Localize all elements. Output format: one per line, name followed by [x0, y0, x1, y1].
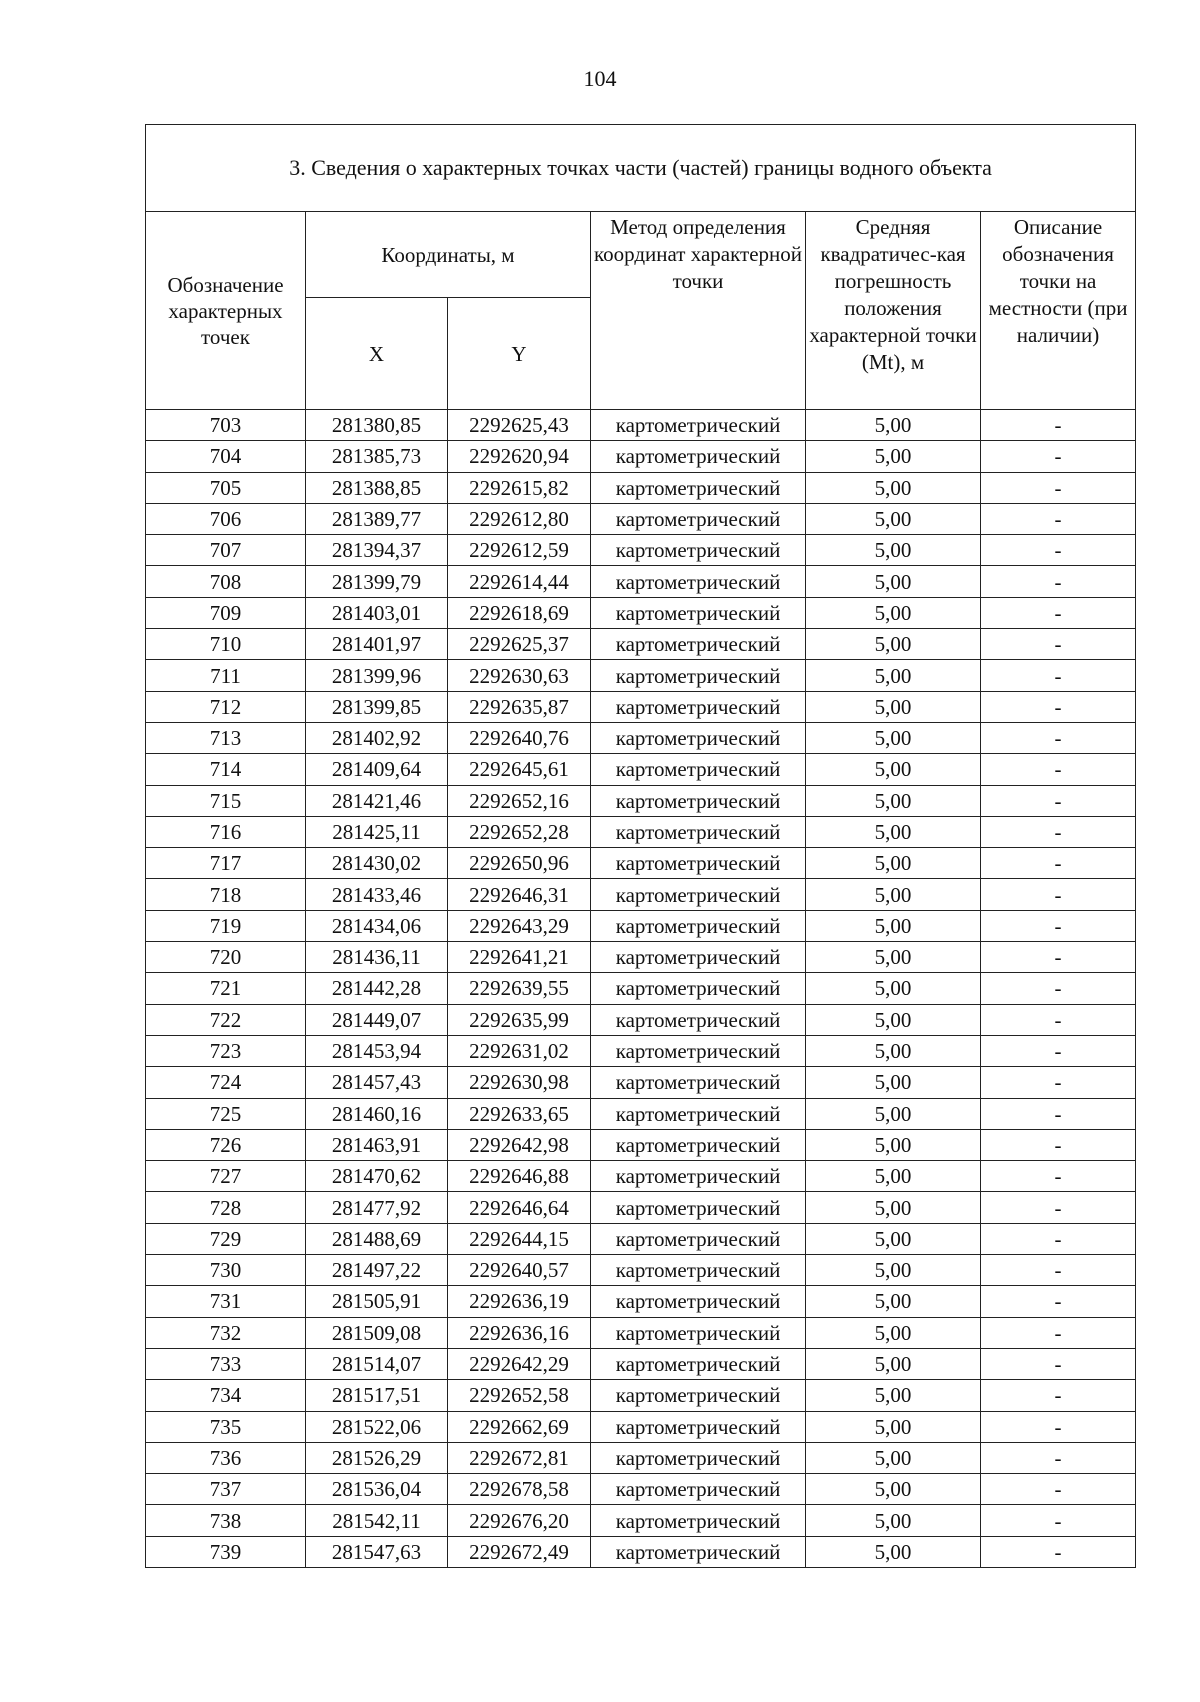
- table-row: [146, 1129, 1136, 1160]
- y-coordinate-cell: 2292652,58: [448, 1380, 591, 1411]
- error-cell: 5,00: [806, 629, 981, 660]
- x-coordinate-cell: 281436,11: [306, 942, 448, 973]
- point-id-cell: 726: [146, 1129, 306, 1160]
- description-cell: -: [981, 1004, 1136, 1035]
- description-cell: -: [981, 848, 1136, 879]
- x-coordinate-cell: 281457,43: [306, 1067, 448, 1098]
- point-id-cell: 708: [146, 566, 306, 597]
- method-cell: картометрический: [591, 754, 806, 785]
- description-cell: -: [981, 1192, 1136, 1223]
- error-cell: 5,00: [806, 597, 981, 628]
- point-id-cell: 727: [146, 1161, 306, 1192]
- method-cell: картометрический: [591, 1317, 806, 1348]
- x-coordinate-cell: 281402,92: [306, 722, 448, 753]
- description-cell: -: [981, 1129, 1136, 1160]
- method-cell: картометрический: [591, 1348, 806, 1379]
- table-row: [146, 441, 1136, 472]
- table-row: [146, 660, 1136, 691]
- y-coordinate-cell: 2292635,99: [448, 1004, 591, 1035]
- y-coordinate-cell: 2292645,61: [448, 754, 591, 785]
- point-id-cell: 731: [146, 1286, 306, 1317]
- point-id-cell: 729: [146, 1223, 306, 1254]
- table-row: [146, 1286, 1136, 1317]
- method-cell: картометрический: [591, 503, 806, 534]
- table-row: [146, 722, 1136, 753]
- table-row: [146, 1505, 1136, 1536]
- error-cell: 5,00: [806, 1442, 981, 1473]
- boundary-points-table: [145, 124, 1136, 1568]
- method-cell: картометрический: [591, 597, 806, 628]
- point-id-cell: 711: [146, 660, 306, 691]
- x-coordinate-cell: 281547,63: [306, 1536, 448, 1567]
- y-coordinate-cell: 2292625,37: [448, 629, 591, 660]
- description-cell: -: [981, 1536, 1136, 1567]
- table-row: [146, 1536, 1136, 1567]
- x-coordinate-cell: 281536,04: [306, 1474, 448, 1505]
- point-id-cell: 724: [146, 1067, 306, 1098]
- x-coordinate-cell: 281470,62: [306, 1161, 448, 1192]
- method-cell: картометрический: [591, 1192, 806, 1223]
- description-cell: -: [981, 691, 1136, 722]
- description-cell: -: [981, 503, 1136, 534]
- error-cell: 5,00: [806, 910, 981, 941]
- point-id-cell: 723: [146, 1035, 306, 1066]
- error-cell: 5,00: [806, 660, 981, 691]
- method-cell: картометрический: [591, 1442, 806, 1473]
- description-cell: -: [981, 1286, 1136, 1317]
- table-row: [146, 1067, 1136, 1098]
- point-id-cell: 734: [146, 1380, 306, 1411]
- error-cell: 5,00: [806, 472, 981, 503]
- method-cell: картометрический: [591, 629, 806, 660]
- error-cell: 5,00: [806, 1317, 981, 1348]
- method-cell: картометрический: [591, 785, 806, 816]
- method-cell: картометрический: [591, 816, 806, 847]
- y-coordinate-cell: 2292614,44: [448, 566, 591, 597]
- point-id-cell: 735: [146, 1411, 306, 1442]
- description-cell: -: [981, 660, 1136, 691]
- table-row: [146, 1098, 1136, 1129]
- method-cell: картометрический: [591, 410, 806, 441]
- error-cell: 5,00: [806, 1004, 981, 1035]
- table-row: [146, 816, 1136, 847]
- table-row: [146, 1442, 1136, 1473]
- x-coordinate-cell: 281401,97: [306, 629, 448, 660]
- y-coordinate-cell: 2292672,49: [448, 1536, 591, 1567]
- method-cell: картометрический: [591, 1505, 806, 1536]
- point-id-cell: 736: [146, 1442, 306, 1473]
- error-cell: 5,00: [806, 879, 981, 910]
- x-coordinate-cell: 281488,69: [306, 1223, 448, 1254]
- error-cell: 5,00: [806, 973, 981, 1004]
- description-cell: -: [981, 535, 1136, 566]
- table-row: [146, 1411, 1136, 1442]
- error-cell: 5,00: [806, 1411, 981, 1442]
- method-cell: картометрический: [591, 942, 806, 973]
- error-cell: 5,00: [806, 722, 981, 753]
- method-cell: картометрический: [591, 1536, 806, 1567]
- description-cell: -: [981, 785, 1136, 816]
- x-coordinate-cell: 281463,91: [306, 1129, 448, 1160]
- x-coordinate-cell: 281389,77: [306, 503, 448, 534]
- method-cell: картометрический: [591, 1474, 806, 1505]
- table-row: [146, 910, 1136, 941]
- error-cell: 5,00: [806, 1380, 981, 1411]
- table-row: [146, 472, 1136, 503]
- error-cell: 5,00: [806, 503, 981, 534]
- y-coordinate-cell: 2292672,81: [448, 1442, 591, 1473]
- method-cell: картометрический: [591, 848, 806, 879]
- page-number: 104: [583, 66, 617, 91]
- error-cell: 5,00: [806, 1255, 981, 1286]
- y-coordinate-cell: 2292678,58: [448, 1474, 591, 1505]
- description-cell: -: [981, 942, 1136, 973]
- error-cell: 5,00: [806, 848, 981, 879]
- method-cell: картометрический: [591, 691, 806, 722]
- table-body: [146, 410, 1136, 1568]
- point-id-cell: 710: [146, 629, 306, 660]
- x-coordinate-cell: 281453,94: [306, 1035, 448, 1066]
- point-id-cell: 712: [146, 691, 306, 722]
- point-id-cell: 738: [146, 1505, 306, 1536]
- table-row: [146, 566, 1136, 597]
- y-coordinate-cell: 2292639,55: [448, 973, 591, 1004]
- method-cell: картометрический: [591, 1098, 806, 1129]
- y-coordinate-cell: 2292646,31: [448, 879, 591, 910]
- y-coordinate-cell: 2292631,02: [448, 1035, 591, 1066]
- x-coordinate-cell: 281421,46: [306, 785, 448, 816]
- y-coordinate-cell: 2292612,59: [448, 535, 591, 566]
- x-coordinate-cell: 281514,07: [306, 1348, 448, 1379]
- point-id-cell: 733: [146, 1348, 306, 1379]
- method-cell: картометрический: [591, 1286, 806, 1317]
- table-row: [146, 597, 1136, 628]
- y-coordinate-cell: 2292641,21: [448, 942, 591, 973]
- x-coordinate-cell: 281433,46: [306, 879, 448, 910]
- point-id-cell: 709: [146, 597, 306, 628]
- table-row: [146, 942, 1136, 973]
- y-coordinate-cell: 2292643,29: [448, 910, 591, 941]
- table-row: [146, 1161, 1136, 1192]
- y-coordinate-cell: 2292636,16: [448, 1317, 591, 1348]
- error-cell: 5,00: [806, 1129, 981, 1160]
- y-coordinate-cell: 2292644,15: [448, 1223, 591, 1254]
- x-coordinate-cell: 281385,73: [306, 441, 448, 472]
- header-description: Описание обозначения точки на местности (при наличии): [981, 212, 1136, 410]
- x-coordinate-cell: 281517,51: [306, 1380, 448, 1411]
- description-cell: -: [981, 754, 1136, 785]
- method-cell: картометрический: [591, 722, 806, 753]
- description-cell: -: [981, 1505, 1136, 1536]
- table-row: [146, 691, 1136, 722]
- y-coordinate-cell: 2292652,16: [448, 785, 591, 816]
- method-cell: картометрический: [591, 1129, 806, 1160]
- error-cell: 5,00: [806, 535, 981, 566]
- table-row: [146, 1317, 1136, 1348]
- method-cell: картометрический: [591, 1161, 806, 1192]
- point-id-cell: 707: [146, 535, 306, 566]
- header-error: Средняя квадратичес-кая погрешность положения характерной точки (Mt), м: [806, 212, 981, 410]
- x-coordinate-cell: 281449,07: [306, 1004, 448, 1035]
- point-id-cell: 725: [146, 1098, 306, 1129]
- point-id-cell: 706: [146, 503, 306, 534]
- error-cell: 5,00: [806, 816, 981, 847]
- method-cell: картометрический: [591, 472, 806, 503]
- x-coordinate-cell: 281542,11: [306, 1505, 448, 1536]
- table-row: [146, 973, 1136, 1004]
- description-cell: -: [981, 1035, 1136, 1066]
- x-coordinate-cell: 281497,22: [306, 1255, 448, 1286]
- description-cell: -: [981, 1098, 1136, 1129]
- description-cell: -: [981, 1067, 1136, 1098]
- description-cell: -: [981, 1317, 1136, 1348]
- header-y: Y: [448, 298, 591, 410]
- method-cell: картометрический: [591, 879, 806, 910]
- table-row: [146, 1004, 1136, 1035]
- description-cell: -: [981, 472, 1136, 503]
- table-row: [146, 848, 1136, 879]
- y-coordinate-cell: 2292636,19: [448, 1286, 591, 1317]
- error-cell: 5,00: [806, 1067, 981, 1098]
- table-row: [146, 1192, 1136, 1223]
- description-cell: -: [981, 629, 1136, 660]
- point-id-cell: 704: [146, 441, 306, 472]
- point-id-cell: 722: [146, 1004, 306, 1035]
- error-cell: 5,00: [806, 1035, 981, 1066]
- y-coordinate-cell: 2292640,76: [448, 722, 591, 753]
- description-cell: -: [981, 1411, 1136, 1442]
- error-cell: 5,00: [806, 1098, 981, 1129]
- error-cell: 5,00: [806, 566, 981, 597]
- header-point-id: Обозначение характерных точек: [146, 212, 306, 410]
- y-coordinate-cell: 2292676,20: [448, 1505, 591, 1536]
- point-id-cell: 715: [146, 785, 306, 816]
- method-cell: картометрический: [591, 1223, 806, 1254]
- method-cell: картометрический: [591, 1255, 806, 1286]
- description-cell: -: [981, 1380, 1136, 1411]
- x-coordinate-cell: 281425,11: [306, 816, 448, 847]
- error-cell: 5,00: [806, 1474, 981, 1505]
- y-coordinate-cell: 2292618,69: [448, 597, 591, 628]
- method-cell: картометрический: [591, 1067, 806, 1098]
- point-id-cell: 713: [146, 722, 306, 753]
- description-cell: -: [981, 566, 1136, 597]
- x-coordinate-cell: 281522,06: [306, 1411, 448, 1442]
- point-id-cell: 739: [146, 1536, 306, 1567]
- table-row: [146, 1255, 1136, 1286]
- method-cell: картометрический: [591, 1004, 806, 1035]
- description-cell: -: [981, 1442, 1136, 1473]
- table-row: [146, 410, 1136, 441]
- y-coordinate-cell: 2292635,87: [448, 691, 591, 722]
- description-cell: -: [981, 879, 1136, 910]
- error-cell: 5,00: [806, 1192, 981, 1223]
- method-cell: картометрический: [591, 1035, 806, 1066]
- table-row: [146, 1380, 1136, 1411]
- y-coordinate-cell: 2292650,96: [448, 848, 591, 879]
- table-row: [146, 879, 1136, 910]
- table-row: [146, 629, 1136, 660]
- point-id-cell: 714: [146, 754, 306, 785]
- error-cell: 5,00: [806, 1505, 981, 1536]
- x-coordinate-cell: 281526,29: [306, 1442, 448, 1473]
- y-coordinate-cell: 2292646,64: [448, 1192, 591, 1223]
- point-id-cell: 721: [146, 973, 306, 1004]
- x-coordinate-cell: 281394,37: [306, 535, 448, 566]
- x-coordinate-cell: 281380,85: [306, 410, 448, 441]
- point-id-cell: 703: [146, 410, 306, 441]
- method-cell: картометрический: [591, 1380, 806, 1411]
- error-cell: 5,00: [806, 1161, 981, 1192]
- point-id-cell: 717: [146, 848, 306, 879]
- error-cell: 5,00: [806, 441, 981, 472]
- error-cell: 5,00: [806, 1536, 981, 1567]
- header-method: Метод определения координат характерной точки: [591, 212, 806, 410]
- y-coordinate-cell: 2292642,98: [448, 1129, 591, 1160]
- x-coordinate-cell: 281403,01: [306, 597, 448, 628]
- description-cell: -: [981, 816, 1136, 847]
- error-cell: 5,00: [806, 785, 981, 816]
- y-coordinate-cell: 2292652,28: [448, 816, 591, 847]
- description-cell: -: [981, 722, 1136, 753]
- error-cell: 5,00: [806, 691, 981, 722]
- description-cell: -: [981, 1348, 1136, 1379]
- error-cell: 5,00: [806, 1223, 981, 1254]
- section-title: 3. Сведения о характерных точках части (частей) границы водного объекта: [146, 125, 1136, 212]
- header-coordinates: Координаты, м: [306, 212, 591, 298]
- point-id-cell: 728: [146, 1192, 306, 1223]
- error-cell: 5,00: [806, 410, 981, 441]
- point-id-cell: 719: [146, 910, 306, 941]
- y-coordinate-cell: 2292630,63: [448, 660, 591, 691]
- x-coordinate-cell: 281434,06: [306, 910, 448, 941]
- table-row: [146, 754, 1136, 785]
- x-coordinate-cell: 281509,08: [306, 1317, 448, 1348]
- error-cell: 5,00: [806, 942, 981, 973]
- y-coordinate-cell: 2292642,29: [448, 1348, 591, 1379]
- point-id-cell: 705: [146, 472, 306, 503]
- x-coordinate-cell: 281442,28: [306, 973, 448, 1004]
- description-cell: -: [981, 1223, 1136, 1254]
- description-cell: -: [981, 1161, 1136, 1192]
- x-coordinate-cell: 281477,92: [306, 1192, 448, 1223]
- y-coordinate-cell: 2292640,57: [448, 1255, 591, 1286]
- table-row: [146, 1474, 1136, 1505]
- point-id-cell: 720: [146, 942, 306, 973]
- x-coordinate-cell: 281399,96: [306, 660, 448, 691]
- table-row: [146, 1348, 1136, 1379]
- description-cell: -: [981, 597, 1136, 628]
- y-coordinate-cell: 2292612,80: [448, 503, 591, 534]
- header-x: X: [306, 298, 448, 410]
- method-cell: картометрический: [591, 566, 806, 597]
- description-cell: -: [981, 441, 1136, 472]
- x-coordinate-cell: 281388,85: [306, 472, 448, 503]
- table-row: [146, 1035, 1136, 1066]
- point-id-cell: 730: [146, 1255, 306, 1286]
- description-cell: -: [981, 410, 1136, 441]
- y-coordinate-cell: 2292625,43: [448, 410, 591, 441]
- method-cell: картометрический: [591, 535, 806, 566]
- y-coordinate-cell: 2292630,98: [448, 1067, 591, 1098]
- y-coordinate-cell: 2292620,94: [448, 441, 591, 472]
- point-id-cell: 737: [146, 1474, 306, 1505]
- x-coordinate-cell: 281399,79: [306, 566, 448, 597]
- method-cell: картометрический: [591, 1411, 806, 1442]
- description-cell: -: [981, 1474, 1136, 1505]
- x-coordinate-cell: 281409,64: [306, 754, 448, 785]
- method-cell: картометрический: [591, 910, 806, 941]
- point-id-cell: 716: [146, 816, 306, 847]
- method-cell: картометрический: [591, 441, 806, 472]
- y-coordinate-cell: 2292646,88: [448, 1161, 591, 1192]
- description-cell: -: [981, 973, 1136, 1004]
- description-cell: -: [981, 910, 1136, 941]
- x-coordinate-cell: 281399,85: [306, 691, 448, 722]
- y-coordinate-cell: 2292662,69: [448, 1411, 591, 1442]
- x-coordinate-cell: 281430,02: [306, 848, 448, 879]
- table-row: [146, 785, 1136, 816]
- error-cell: 5,00: [806, 754, 981, 785]
- error-cell: 5,00: [806, 1286, 981, 1317]
- method-cell: картометрический: [591, 973, 806, 1004]
- error-cell: 5,00: [806, 1348, 981, 1379]
- y-coordinate-cell: 2292615,82: [448, 472, 591, 503]
- x-coordinate-cell: 281505,91: [306, 1286, 448, 1317]
- method-cell: картометрический: [591, 660, 806, 691]
- x-coordinate-cell: 281460,16: [306, 1098, 448, 1129]
- point-id-cell: 718: [146, 879, 306, 910]
- point-id-cell: 732: [146, 1317, 306, 1348]
- description-cell: -: [981, 1255, 1136, 1286]
- table-row: [146, 1223, 1136, 1254]
- y-coordinate-cell: 2292633,65: [448, 1098, 591, 1129]
- table-row: [146, 503, 1136, 534]
- table-row: [146, 535, 1136, 566]
